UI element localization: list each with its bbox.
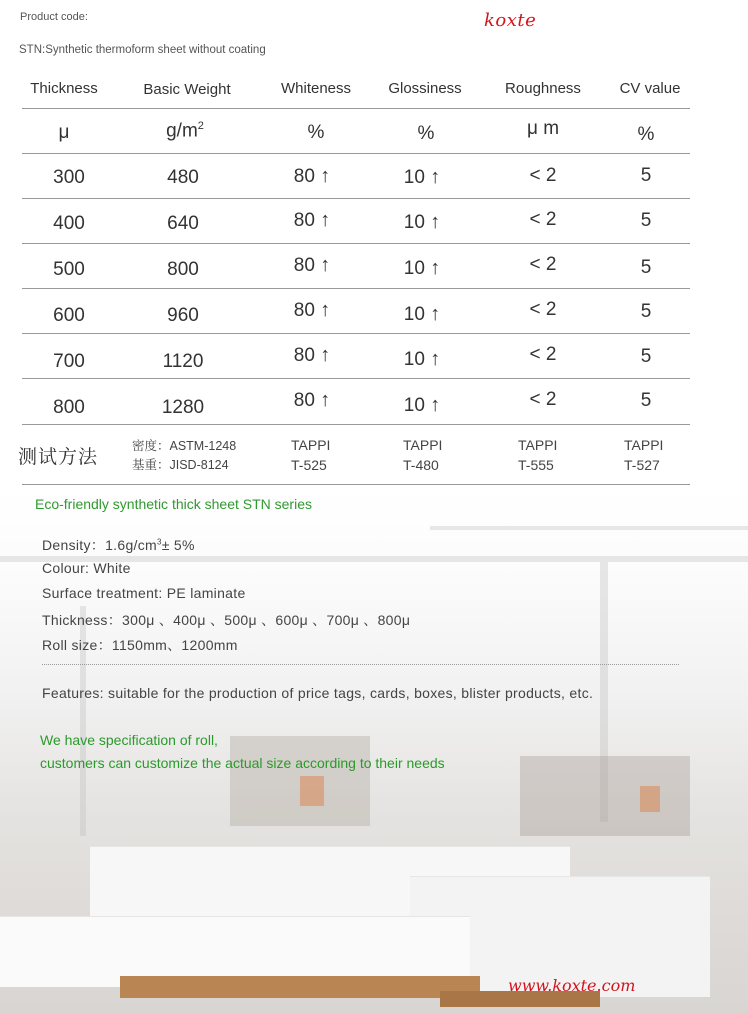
- cell-cv: 5: [640, 257, 652, 278]
- website-link[interactable]: www.koxte.com: [508, 976, 636, 995]
- test-method-label: 测试方法: [18, 447, 99, 468]
- features-text: Features: suitable for the production of price tags, cards, boxes, blister products, etc.: [42, 685, 594, 701]
- density-standard: 密度：ASTM-1248: [132, 439, 237, 453]
- standard-code: T-527: [624, 457, 660, 473]
- arrow-up-icon: ↑: [320, 299, 331, 321]
- table-divider: [22, 333, 690, 334]
- cell-cv: 5: [640, 301, 652, 322]
- unit-cv: %: [637, 124, 655, 145]
- arrow-up-icon: ↑: [320, 165, 331, 187]
- cell-whiteness: 80 ↑: [293, 254, 331, 276]
- series-title: Eco-friendly synthetic thick sheet STN series: [35, 496, 312, 512]
- table-divider: [22, 424, 690, 425]
- product-code-label: Product code:: [20, 11, 88, 23]
- column-header-cv-value: CV value: [619, 80, 681, 97]
- arrow-up-icon: ↑: [430, 166, 441, 188]
- column-header-thickness: Thickness: [30, 80, 98, 97]
- cell-thickness: 600: [53, 305, 85, 326]
- arrow-up-icon: ↑: [430, 303, 441, 325]
- column-header-basic-weight: Basic Weight: [143, 81, 231, 98]
- column-header-glossiness: Glossiness: [388, 80, 462, 97]
- cell-basic-weight: 960: [167, 305, 199, 326]
- cell-whiteness: 80 ↑: [293, 344, 331, 366]
- cell-cv: 5: [640, 346, 652, 367]
- cell-basic-weight: 640: [167, 213, 199, 234]
- cell-roughness: < 2: [529, 389, 557, 410]
- cell-glossiness: 10 ↑: [403, 211, 441, 233]
- test-method-whiteness: [291, 435, 330, 475]
- cell-thickness: 800: [53, 397, 85, 418]
- arrow-up-icon: ↑: [430, 257, 441, 279]
- arrow-up-icon: ↑: [320, 209, 331, 231]
- cell-cv: 5: [640, 390, 652, 411]
- arrow-up-icon: ↑: [430, 211, 441, 233]
- colour-spec: Colour: White: [42, 560, 131, 576]
- standard-body: TAPPI: [518, 437, 558, 453]
- standard-body: TAPPI: [403, 437, 443, 453]
- customization-note-line2: customers can customize the actual size according to their needs: [40, 755, 445, 771]
- table-divider: [22, 288, 690, 289]
- brand-logo: koxte: [484, 10, 537, 31]
- unit-basic-weight: $g/m^2$: [166, 120, 204, 142]
- arrow-up-icon: ↑: [430, 348, 441, 370]
- table-divider: [22, 243, 690, 244]
- cell-glossiness: 10 ↑: [403, 303, 441, 325]
- cell-glossiness: 10 ↑: [403, 257, 441, 279]
- cell-basic-weight: 480: [167, 167, 199, 188]
- product-subtitle: STN:Synthetic thermoform sheet without coating: [19, 44, 266, 56]
- standard-body: TAPPI: [291, 437, 331, 453]
- standard-code: T-480: [403, 457, 439, 473]
- column-header-whiteness: Whiteness: [280, 80, 352, 97]
- table-divider: [22, 108, 690, 109]
- unit-roughness: μ m: [526, 118, 560, 139]
- table-divider: [22, 484, 690, 485]
- cell-glossiness: 10 ↑: [403, 166, 441, 188]
- orange-machine-part: [640, 786, 660, 812]
- cell-basic-weight: 1280: [161, 397, 205, 418]
- surface-spec: Surface treatment: PE laminate: [42, 585, 246, 601]
- arrow-up-icon: ↑: [320, 344, 331, 366]
- unit-thickness: μ: [58, 122, 70, 143]
- cell-cv: 5: [640, 165, 652, 186]
- cell-whiteness: 80 ↑: [293, 299, 331, 321]
- cell-roughness: < 2: [529, 299, 557, 320]
- cell-basic-weight: 1120: [162, 351, 204, 372]
- test-method-cv: [624, 435, 663, 475]
- test-method-weight: [132, 437, 236, 475]
- cell-roughness: < 2: [529, 344, 557, 365]
- cell-roughness: < 2: [529, 254, 557, 275]
- roll-size-spec: Roll size：1150mm、1200mm: [42, 637, 238, 653]
- cell-roughness: < 2: [529, 209, 557, 230]
- cell-basic-weight: 800: [167, 259, 199, 280]
- test-method-glossiness: [403, 435, 442, 475]
- cell-whiteness: 80 ↑: [293, 165, 331, 187]
- table-divider: [22, 378, 690, 379]
- cell-glossiness: 10 ↑: [403, 394, 441, 416]
- dotted-divider: [42, 664, 679, 665]
- arrow-up-icon: ↑: [430, 394, 441, 416]
- orange-machine-part: [300, 776, 324, 806]
- unit-whiteness: %: [307, 122, 325, 143]
- standard-code: T-555: [518, 457, 554, 473]
- cell-whiteness: 80 ↑: [293, 389, 331, 411]
- cell-cv: 5: [640, 210, 652, 231]
- thickness-spec: Thickness：300μ 、400μ 、500μ 、600μ 、700μ 、800μ: [42, 612, 411, 628]
- machine: [520, 756, 690, 836]
- cell-glossiness: 10 ↑: [403, 348, 441, 370]
- test-method-roughness: [518, 435, 557, 475]
- cell-thickness: 300: [53, 167, 85, 188]
- basis-weight-standard: 基重：JISD-8124: [132, 458, 229, 472]
- column-header-roughness: Roughness: [505, 80, 581, 97]
- table-divider: [22, 198, 690, 199]
- ceiling-beam: [430, 526, 748, 530]
- arrow-up-icon: ↑: [320, 254, 331, 276]
- table-divider: [22, 153, 690, 154]
- unit-glossiness: %: [417, 123, 435, 144]
- cell-thickness: 500: [53, 259, 85, 280]
- wooden-pallet: [120, 976, 480, 998]
- standard-code: T-525: [291, 457, 327, 473]
- arrow-up-icon: ↑: [320, 389, 331, 411]
- cell-whiteness: 80 ↑: [293, 209, 331, 231]
- cell-roughness: < 2: [529, 165, 557, 186]
- cell-thickness: 700: [53, 351, 85, 372]
- density-spec: Density：$1.6g/cm^3\pm 5\%$: [42, 537, 195, 553]
- customization-note-line1: We have specification of roll,: [40, 732, 218, 748]
- cell-thickness: 400: [53, 213, 85, 234]
- standard-body: TAPPI: [624, 437, 664, 453]
